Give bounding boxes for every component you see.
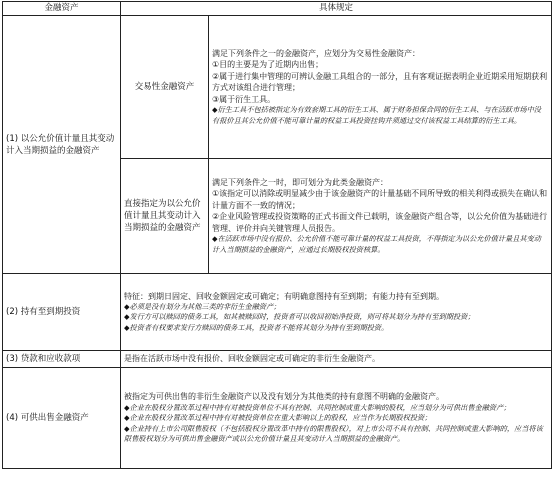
designated-bullet: ◆在活跃市场中没有报价、公允价值不能可靠计量的权益工具投资，不得指定为以公允价值计量且其变动计入当期损益的金融资产，应通过长期股权投资核算。 bbox=[212, 234, 541, 254]
table-row-held-to-maturity bbox=[3, 274, 552, 351]
trading-line-1: 满足下列条件之一的金融资产，应划分为交易性金融资产： bbox=[212, 48, 420, 58]
subcategory-trading: 交易性金融资产 bbox=[121, 16, 209, 159]
afs-line: 被指定为可供出售的非衍生金融资产以及没有划分为其他类的持有意图不明确的金融资产。 bbox=[124, 392, 444, 402]
htm-bullet-1: ◆必须是没有划分为其他三类的非衍生金融资产； bbox=[124, 301, 281, 311]
category-held-to-maturity: (2) 持有至到期投资 bbox=[3, 274, 121, 351]
category-loans-receivables: (3) 贷款和应收款项 bbox=[3, 351, 121, 368]
htm-rules-cell bbox=[121, 274, 552, 351]
header-row bbox=[3, 2, 552, 16]
header-specific-rules: 具体规定 bbox=[121, 2, 552, 16]
trading-bullet: ◆衍生工具不包括被指定为有效套期工具的衍生工具、属于财务担保合同的衍生工具、与在活跃市场中没有报价且其公允价值不能可靠计量的权益工具投资挂钩并须通过交付该权益工具结算的衍生工具。 bbox=[212, 105, 541, 125]
trading-line-3: ②属于进行集中管理的可辨认金融工具组合的一部分，且有客观证据表明企业近期采用短期获利方式对该组合进行管理； bbox=[212, 71, 548, 93]
loans-rules-cell: 是指在活跃市场中没有报价、回收金额固定或可确定的非衍生金融资产。 bbox=[121, 351, 552, 368]
htm-bullet-3: ◆投资者有权要求发行方赎回的债务工具，投资者不能将其划分为持有至到期投资。 bbox=[124, 322, 389, 332]
trading-line-4: ③属于衍生工具。 bbox=[212, 94, 276, 104]
trading-line-2: ①目的主要是为了近期内出售； bbox=[212, 60, 324, 70]
htm-line: 特征：到期日固定、回收金额固定或可确定；有明确意图持有至到期；有能力持有至到期。 bbox=[124, 291, 444, 301]
trading-rules-cell bbox=[209, 16, 552, 159]
designated-line-1: 满足下列条件之一时，即可划分为此类金融资产： bbox=[212, 177, 388, 187]
category-available-for-sale: (4) 可供出售金融资产 bbox=[3, 368, 121, 469]
afs-bullet-2: ◆企业在股权分置改革过程中持有对被投资单位在重大影响以上的股权，应当作为长期股权投资； bbox=[124, 413, 432, 423]
designated-line-3: ②企业风险管理或投资策略的正式书面文件已载明，该金融资产组合等，以公允价值为基础进行管理、评价并向关键管理人员报告。 bbox=[212, 212, 548, 233]
afs-rules-cell bbox=[121, 368, 552, 469]
afs-bullet-1: ◆企业在股权分置改革过程中持有对被投资单位不具有控制、共同控制或重大影响的股权，应当划分为可供出售金融资产； bbox=[124, 402, 511, 412]
header-financial-asset: 金融资产 bbox=[3, 2, 121, 16]
htm-bullet-2: ◆发行方可以赎回的债务工具，如其被赎回时，投资者可以收回初始净投资，则可将其划分为持有至到期投资； bbox=[124, 312, 475, 322]
afs-bullet-3: ◆企业持有上市公司限售股权（不包括股权分置改革中持有的限售股权），对上市公司不具有控制、共同控制或重大影响的，应当将该限售股权划分为可供出售金融资产或以公允价值计量且其变动计入当期损益的金融资产。 bbox=[124, 423, 543, 444]
subcategory-designated: 直接指定为以公允价值计量且其变动计入当期损益的金融资产 bbox=[121, 159, 209, 274]
table-row-fvtpl-trading bbox=[3, 16, 552, 159]
designated-rules-cell bbox=[209, 159, 552, 274]
designated-line-2: ①该指定可以消除或明显减少由于该金融资产的计量基础不同所导致的相关利得或损失在确认和计量方面不一致的情况； bbox=[212, 189, 548, 210]
table-row-loans-receivables bbox=[3, 351, 552, 368]
category-fvtpl: (1) 以公允价值计量且其变动计入当期损益的金融资产 bbox=[3, 16, 121, 274]
financial-assets-table bbox=[2, 1, 552, 469]
table-row-available-for-sale bbox=[3, 368, 552, 469]
